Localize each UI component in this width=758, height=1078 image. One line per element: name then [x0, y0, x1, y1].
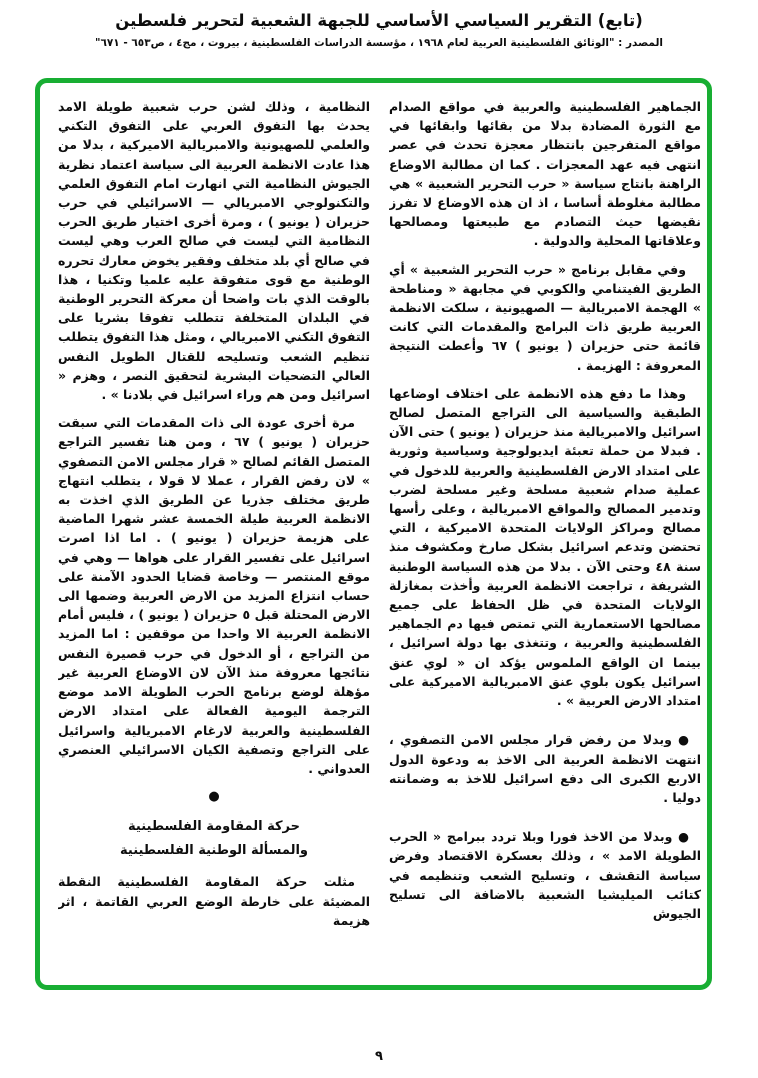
article-paragraph: وفي مقابل برنامج « حرب التحرير الشعبية » أي الطريق الفيتنامي والكوبي في مجابهة « ومناطحة » الهجمة الامبريالية — الصهيونية ، سلكت الانظمة العربية طريق ذات البرامج والمقدمات التي كانت قائمة حتى حزيران ( يونيو ) ٦٧ وأعطت النتيجة المعروفة : الهزيمة .: [389, 261, 701, 373]
section-heading-line1: حركة المقاومة الفلسطينية: [128, 819, 300, 835]
bullet-paragraph: ● وبدلا من رفض قرار مجلس الامن التصفوي ، انتهت الانظمة العربية الى الاخذ به ودعوة الدول الاربع الكبرى الى دفع اسرائيل للاخذ به وضمانته دوليا .: [389, 732, 701, 805]
article-body: [35, 78, 712, 990]
right-column: [389, 97, 701, 982]
article-paragraph: مرة أخرى عودة الى ذات المقدمات التي سبقت حزيران ( يونيو ) ٦٧ ، ومن هنا تفسير التراجع المتصل القائم لصالح « قرار مجلس الامن التصفوي » لان رفض القرار ، عملا لا قولا ، يتطلب انتهاج طريق مختلف جذريا عن الطريق الذي اخذت به الانظمة العربية طيلة الخمسة عشر شهرا الماضية على هزيمة حزيران ( يونيو ) . اما اذا اصرت اسرائيل على تفسير القرار على هواها — وهي في موقع المنتصر — وخاصة قضايا الحدود الآمنة على حساب انتزاع المزيد من الارض العربية وضمها الى الارض المحتلة قبل ٥ حزيران ( يونيو ) ، فليس أمام الانظمة العربية الا واحدا من موقفين : اما المزيد من التراجع ، أو الدخول في حرب قصيرة النفس نتائجها معروفة منذ الآن لان الاوضاع العربية غير مؤهلة لوضع برنامج الحرب الطويلة الامد موضع الترجمة اليومية الفعالة على امتداد الارض الفلسطينية والعربية لارغام الامبريالية واسرائيل على التراجع وتصفية الكيان الاسرائيلي العنصري العدواني .: [58, 415, 370, 776]
section-heading: [58, 815, 370, 863]
article-paragraph: النظامية ، وذلك لشن حرب شعبية طويلة الامد يحدث بها التفوق العربي على التفوق التكني والعلمي للصهيونية والامبريالية الاميركية ، بدلا من هذا عادت الانظمة العربية الى سياسة اعتماد نظرية الجيوش النظامية التي انهارت امام التفوق العلمي والتكنولوجي الامبريالي — الاسرائيلي في حرب حزيران ( يونيو ) ، ومرة أخرى اختيار طريق الحرب النظامية التي ليست في صالح العرب وهي ليست في صالح أي بلد متخلف وفقير يخوض معارك تحرره الوطنية مع قوى متفوقة عليه علميا وتكنيا ، هذا بالوقت الذي بات واضحا أن معركة التحرير الوطنية في البلدان المتخلفة تتطلب تفوقا بشريا على التفوق التكني الامبريالي ، ومثل هذا التفوق يتطلب تنظيم الشعب وتسليحه للقتال الطويل النفس العالي التضحيات البشرية لتحقيق النصر ، وهزم « اسرائيل ومن هم وراء اسرائيل في بلادنا » .: [58, 99, 370, 403]
left-column: [58, 97, 370, 982]
document-title: (تابع) التقرير السياسي الأساسي للجبهة الشعبية لتحرير فلسطين: [115, 11, 643, 30]
section-heading-line2: والمسألة الوطنية الفلسطينية: [120, 843, 308, 859]
section-divider-bullet-icon: ●: [208, 789, 220, 805]
article-paragraph: مثلت حركة المقاومة الفلسطينية النقطة المضيئة على خارطة الوضع العربي القاتمة ، اثر هزيمة: [58, 874, 370, 928]
article-paragraph: وهذا ما دفع هذه الانظمة على اختلاف اوضاعها الطبقية والسياسية الى التراجع المتصل لصالح اسرائيل والامبريالية منذ حزيران ( يونيو ) حتى الآن . فبدلا من حملة تعبئة ايديولوجية وسياسية وثورية على امتداد الارض الفلسطينية والعربية للدخول في عملية صدام شعبية مسلحة وغير مسلحة لضرب وتدمير المصالح والمواقع الامبريالية ، وعلى رأسها مصالح ومراكز الولايات المتحدة الاميركية ، التي تحتضن وتدعم اسرائيل بشكل صارخ ومكشوف منذ سنة ٤٨ وحتى الآن . بدلا من هذه السياسة الوطنية الشريفة ، تراجعت الانظمة العربية وأخذت بمغازلة الولايات المتحدة في ظل الحفاظ على جميع مصالحها الاستعمارية التي تمتص فيها دم الجماهير الفلسطينية والعربية ، وتتغذى بها دولة اسرائيل ، بينما ان الواقع الملموس يؤكد ان « لوي عنق اسرائيل يكون بلوي عنق الامبريالية الاميركية على امتداد الارض العربية » .: [389, 385, 701, 709]
bullet-paragraph: ● وبدلا من الاخذ فورا وبلا تردد ببرامج « الحرب الطويلة الامد » ، وذلك بعسكرة الاقتصاد وفرض سياسة التقشف ، وتسليح الشعب وتنظيمه في كتائب الميليشيا الشعبية بالاضافة الى تسليح الجيوش: [389, 829, 701, 921]
page-header: [0, 10, 758, 49]
page-number: ٩: [375, 1049, 383, 1064]
source-line: المصدر : "الوثائق الفلسطينية العربية لعام ١٩٦٨ ، مؤسسة الدراسات الفلسطينية ، بيروت ، مج٤ ، ص٦٥٣ - ٦٧١": [95, 37, 663, 49]
article-paragraph: الجماهير الفلسطينية والعربية في مواقع الصدام مع الثورة المضادة بدلا من بقائها وابقائها في مواقع المتفرجين بانتظار معجزة تحدث في عصر انتهى فيه عهد المعجزات . كما ان مطالبة الاوضاع الراهنة بانتاج سياسة « حرب التحرير الشعبية » هي مطالبة مغلوطة أساسا ، اذ ان هذه الاوضاع لا تفرز نقيضها حيث التصادم مع طبيعتها ومصالحها وعلاقاتها المحلية والدولية .: [389, 99, 701, 249]
